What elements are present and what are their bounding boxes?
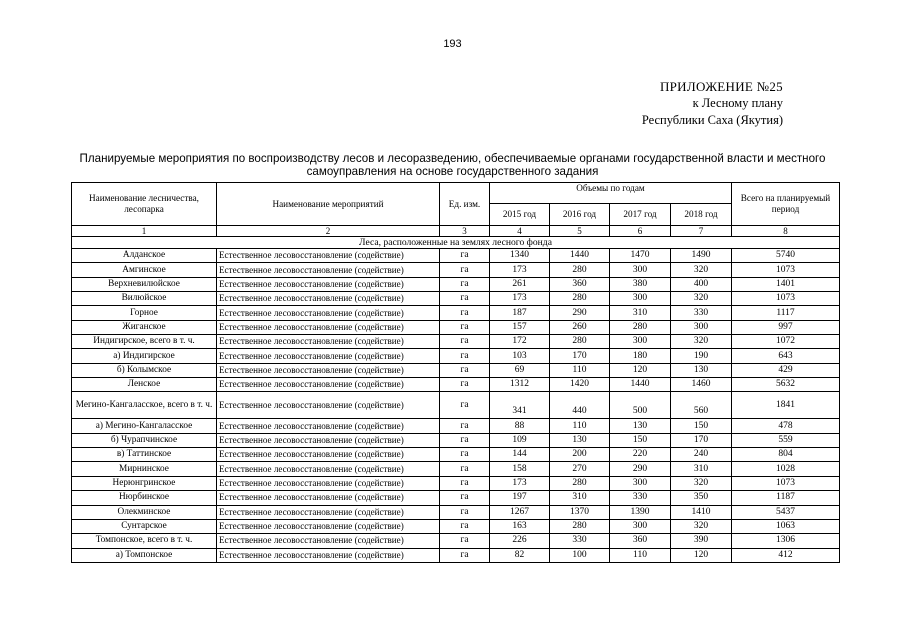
activity-cell: Естественное лесовосстановление (содействие) (217, 519, 440, 533)
unit-cell: га (440, 320, 490, 334)
unit-cell: га (440, 335, 490, 349)
forestry-name-cell: а) Томпонское (72, 548, 217, 562)
unit-cell: га (440, 292, 490, 306)
value-2016-cell: 290 (550, 306, 610, 320)
value-2018-cell: 120 (671, 548, 732, 562)
value-2018-cell: 1460 (671, 378, 732, 392)
table-body (72, 249, 840, 563)
value-2016-cell: 330 (550, 534, 610, 548)
activity-cell: Естественное лесовосстановление (содействие) (217, 392, 440, 419)
activity-cell: Естественное лесовосстановление (содействие) (217, 419, 440, 433)
unit-cell: га (440, 476, 490, 490)
forestry-name-cell: Нюрбинское (72, 491, 217, 505)
value-2017-cell: 300 (610, 476, 671, 490)
value-2017-cell: 330 (610, 491, 671, 505)
value-2015-cell: 109 (490, 433, 550, 447)
table-row (72, 306, 840, 320)
header-activity-name: Наименование мероприятий (217, 183, 440, 226)
unit-cell: га (440, 306, 490, 320)
unit-cell: га (440, 433, 490, 447)
value-2015-cell: 88 (490, 419, 550, 433)
value-2016-cell: 110 (550, 363, 610, 377)
value-2016-cell: 310 (550, 491, 610, 505)
total-cell: 5632 (732, 378, 840, 392)
value-2016-cell: 110 (550, 419, 610, 433)
table-row (72, 419, 840, 433)
total-cell: 1187 (732, 491, 840, 505)
value-2016-cell: 1420 (550, 378, 610, 392)
total-cell: 1841 (732, 392, 840, 419)
forestry-name-cell: Мегино-Кангаласское, всего в т. ч. (72, 392, 217, 419)
unit-cell: га (440, 534, 490, 548)
column-numbers-row (72, 226, 840, 237)
value-2015-cell: 157 (490, 320, 550, 334)
total-cell: 1306 (732, 534, 840, 548)
activity-cell: Естественное лесовосстановление (содействие) (217, 363, 440, 377)
value-2017-cell: 120 (610, 363, 671, 377)
value-2017-cell: 300 (610, 335, 671, 349)
forestry-name-cell: а) Мегино-Кангаласское (72, 419, 217, 433)
header-unit: Ед. изм. (440, 183, 490, 226)
value-2017-cell: 380 (610, 277, 671, 291)
value-2016-cell: 280 (550, 519, 610, 533)
header-year-2016: 2016 год (550, 204, 610, 226)
value-2018-cell: 1410 (671, 505, 732, 519)
value-2018-cell: 560 (671, 392, 732, 419)
activity-cell: Естественное лесовосстановление (содействие) (217, 462, 440, 476)
unit-cell: га (440, 349, 490, 363)
value-2018-cell: 130 (671, 363, 732, 377)
forestry-name-cell: Жиганское (72, 320, 217, 334)
table-row (72, 363, 840, 377)
value-2016-cell: 440 (550, 392, 610, 419)
forestry-name-cell: Алданское (72, 249, 217, 263)
total-cell: 559 (732, 433, 840, 447)
total-cell: 1117 (732, 306, 840, 320)
value-2015-cell: 226 (490, 534, 550, 548)
total-cell: 5740 (732, 249, 840, 263)
table-row (72, 433, 840, 447)
table-row (72, 476, 840, 490)
value-2017-cell: 300 (610, 519, 671, 533)
value-2017-cell: 1390 (610, 505, 671, 519)
value-2018-cell: 300 (671, 320, 732, 334)
appendix-title: ПРИЛОЖЕНИЕ №25 (659, 79, 783, 94)
value-2018-cell: 1490 (671, 249, 732, 263)
table-row (72, 392, 840, 419)
unit-cell: га (440, 519, 490, 533)
activity-cell: Естественное лесовосстановление (содействие) (217, 292, 440, 306)
unit-cell: га (440, 462, 490, 476)
value-2015-cell: 197 (490, 491, 550, 505)
value-2018-cell: 320 (671, 263, 732, 277)
value-2016-cell: 280 (550, 335, 610, 349)
value-2016-cell: 360 (550, 277, 610, 291)
unit-cell: га (440, 363, 490, 377)
value-2018-cell: 170 (671, 433, 732, 447)
value-2016-cell: 130 (550, 433, 610, 447)
forestry-name-cell: б) Колымское (72, 363, 217, 377)
header-forestry-name: Наименование лесничества, лесопарка (72, 183, 217, 226)
value-2016-cell: 280 (550, 263, 610, 277)
total-cell: 478 (732, 419, 840, 433)
activity-cell: Естественное лесовосстановление (содействие) (217, 306, 440, 320)
total-cell: 643 (732, 349, 840, 363)
value-2015-cell: 172 (490, 335, 550, 349)
value-2018-cell: 330 (671, 306, 732, 320)
value-2015-cell: 163 (490, 519, 550, 533)
activity-cell: Естественное лесовосстановление (содействие) (217, 378, 440, 392)
unit-cell: га (440, 249, 490, 263)
value-2017-cell: 180 (610, 349, 671, 363)
value-2017-cell: 310 (610, 306, 671, 320)
value-2015-cell: 103 (490, 349, 550, 363)
unit-cell: га (440, 548, 490, 562)
total-cell: 412 (732, 548, 840, 562)
column-number: 3 (440, 226, 490, 237)
table-row (72, 292, 840, 306)
table-row (72, 519, 840, 533)
forestry-name-cell: Сунтарское (72, 519, 217, 533)
unit-cell: га (440, 448, 490, 462)
column-number: 4 (490, 226, 550, 237)
activity-cell: Естественное лесовосстановление (содействие) (217, 448, 440, 462)
value-2018-cell: 350 (671, 491, 732, 505)
value-2016-cell: 280 (550, 292, 610, 306)
value-2018-cell: 320 (671, 476, 732, 490)
forestry-name-cell: Томпонское, всего в т. ч. (72, 534, 217, 548)
value-2018-cell: 390 (671, 534, 732, 548)
value-2016-cell: 270 (550, 462, 610, 476)
total-cell: 5437 (732, 505, 840, 519)
appendix-header (642, 78, 783, 129)
value-2018-cell: 320 (671, 335, 732, 349)
value-2016-cell: 200 (550, 448, 610, 462)
activity-cell: Естественное лесовосстановление (содействие) (217, 548, 440, 562)
header-year-2017: 2017 год (610, 204, 671, 226)
total-cell: 1072 (732, 335, 840, 349)
unit-cell: га (440, 491, 490, 505)
total-cell: 804 (732, 448, 840, 462)
table-row (72, 491, 840, 505)
table-row (72, 462, 840, 476)
table-row (72, 378, 840, 392)
forestry-name-cell: Амгинское (72, 263, 217, 277)
unit-cell: га (440, 277, 490, 291)
table-row (72, 349, 840, 363)
value-2015-cell: 173 (490, 263, 550, 277)
value-2017-cell: 1440 (610, 378, 671, 392)
forestry-name-cell: Мирнинское (72, 462, 217, 476)
value-2017-cell: 300 (610, 263, 671, 277)
total-cell: 1073 (732, 476, 840, 490)
value-2015-cell: 1312 (490, 378, 550, 392)
value-2015-cell: 261 (490, 277, 550, 291)
forestry-name-cell: Ленское (72, 378, 217, 392)
value-2015-cell: 341 (490, 392, 550, 419)
header-year-2015: 2015 год (490, 204, 550, 226)
unit-cell: га (440, 378, 490, 392)
activities-table (71, 182, 840, 563)
value-2017-cell: 220 (610, 448, 671, 462)
page-number: 193 (443, 38, 462, 50)
activity-cell: Естественное лесовосстановление (содействие) (217, 320, 440, 334)
total-cell: 429 (732, 363, 840, 377)
value-2017-cell: 280 (610, 320, 671, 334)
value-2018-cell: 310 (671, 462, 732, 476)
value-2017-cell: 300 (610, 292, 671, 306)
total-cell: 1063 (732, 519, 840, 533)
value-2016-cell: 170 (550, 349, 610, 363)
value-2018-cell: 190 (671, 349, 732, 363)
activity-cell: Естественное лесовосстановление (содействие) (217, 349, 440, 363)
total-cell: 1028 (732, 462, 840, 476)
total-cell: 997 (732, 320, 840, 334)
value-2017-cell: 1470 (610, 249, 671, 263)
table-row (72, 263, 840, 277)
value-2015-cell: 69 (490, 363, 550, 377)
value-2017-cell: 500 (610, 392, 671, 419)
unit-cell: га (440, 263, 490, 277)
value-2017-cell: 130 (610, 419, 671, 433)
value-2016-cell: 280 (550, 476, 610, 490)
table-row (72, 505, 840, 519)
unit-cell: га (440, 419, 490, 433)
value-2015-cell: 187 (490, 306, 550, 320)
header-volumes-by-year: Объемы по годам (490, 183, 732, 204)
forestry-name-cell: Вилюйское (72, 292, 217, 306)
table-row (72, 548, 840, 562)
value-2018-cell: 320 (671, 292, 732, 306)
activity-cell: Естественное лесовосстановление (содействие) (217, 335, 440, 349)
total-cell: 1073 (732, 292, 840, 306)
value-2015-cell: 144 (490, 448, 550, 462)
total-cell: 1073 (732, 263, 840, 277)
value-2018-cell: 400 (671, 277, 732, 291)
value-2016-cell: 1440 (550, 249, 610, 263)
unit-cell: га (440, 392, 490, 419)
value-2016-cell: 260 (550, 320, 610, 334)
value-2017-cell: 110 (610, 548, 671, 562)
table-row (72, 534, 840, 548)
value-2015-cell: 1340 (490, 249, 550, 263)
forestry-name-cell: в) Таттинское (72, 448, 217, 462)
forestry-name-cell: б) Чурапчинское (72, 433, 217, 447)
activity-cell: Естественное лесовосстановление (содействие) (217, 277, 440, 291)
column-number: 8 (732, 226, 840, 237)
value-2015-cell: 1267 (490, 505, 550, 519)
activity-cell: Естественное лесовосстановление (содействие) (217, 263, 440, 277)
forestry-name-cell: Нерюнгринское (72, 476, 217, 490)
forestry-name-cell: а) Индигирское (72, 349, 217, 363)
column-number: 5 (550, 226, 610, 237)
total-cell: 1401 (732, 277, 840, 291)
table-row (72, 249, 840, 263)
value-2015-cell: 173 (490, 292, 550, 306)
table-row (72, 448, 840, 462)
activity-cell: Естественное лесовосстановление (содействие) (217, 505, 440, 519)
value-2016-cell: 1370 (550, 505, 610, 519)
value-2018-cell: 240 (671, 448, 732, 462)
column-number: 2 (217, 226, 440, 237)
table-row (72, 277, 840, 291)
activity-cell: Естественное лесовосстановление (содействие) (217, 433, 440, 447)
activity-cell: Естественное лесовосстановление (содействие) (217, 249, 440, 263)
table-row (72, 335, 840, 349)
value-2015-cell: 82 (490, 548, 550, 562)
activity-cell: Естественное лесовосстановление (содействие) (217, 534, 440, 548)
header-year-2018: 2018 год (671, 204, 732, 226)
header-total: Всего на планируемый период (732, 183, 840, 226)
value-2018-cell: 320 (671, 519, 732, 533)
unit-cell: га (440, 505, 490, 519)
section-title: Леса, расположенные на землях лесного фонда (72, 237, 840, 249)
value-2018-cell: 150 (671, 419, 732, 433)
value-2017-cell: 290 (610, 462, 671, 476)
activity-cell: Естественное лесовосстановление (содействие) (217, 476, 440, 490)
value-2015-cell: 158 (490, 462, 550, 476)
column-number: 7 (671, 226, 732, 237)
forestry-name-cell: Индигирское, всего в т. ч. (72, 335, 217, 349)
appendix-subtitle: к Лесному плану (692, 96, 783, 110)
column-number: 6 (610, 226, 671, 237)
column-number: 1 (72, 226, 217, 237)
value-2016-cell: 100 (550, 548, 610, 562)
forestry-name-cell: Верхневилюйское (72, 277, 217, 291)
activity-cell: Естественное лесовосстановление (содействие) (217, 491, 440, 505)
appendix-region: Республики Саха (Якутия) (641, 113, 783, 127)
forestry-name-cell: Горное (72, 306, 217, 320)
document-title: Планируемые мероприятия по воспроизводству лесов и лесоразведению, обеспечиваемые органами государственной власти и местного самоуправления на основе государственного задания (79, 152, 826, 178)
value-2015-cell: 173 (490, 476, 550, 490)
value-2017-cell: 360 (610, 534, 671, 548)
value-2017-cell: 150 (610, 433, 671, 447)
table-row (72, 320, 840, 334)
forestry-name-cell: Олекминское (72, 505, 217, 519)
